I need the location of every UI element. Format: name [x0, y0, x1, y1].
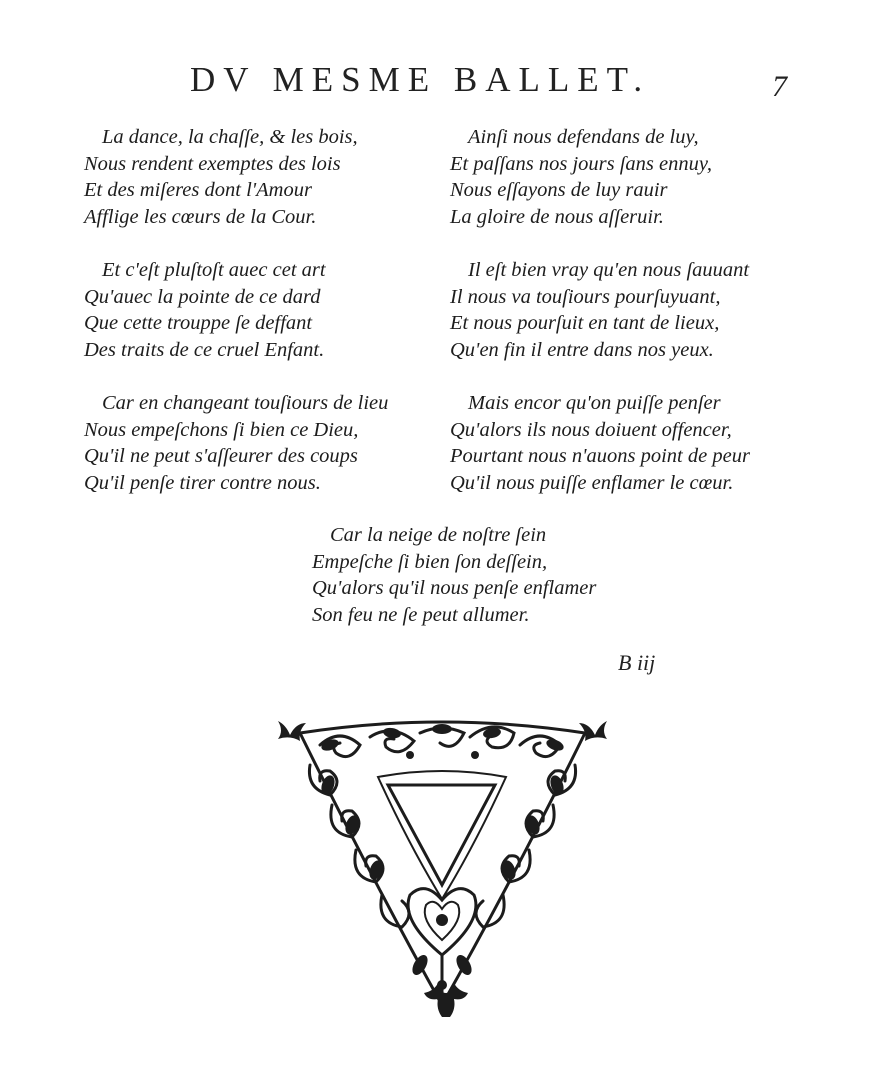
stanza-1: [84, 124, 454, 230]
verse-line: Que cette trouppe ſe deffant: [84, 312, 313, 334]
running-title: DV MESME BALLET.: [190, 60, 651, 99]
verse-line: Qu'il nous puiſſe enflamer le cœur.: [450, 471, 734, 494]
stanza-3: [84, 257, 454, 363]
signature-mark: B iij: [618, 650, 656, 675]
verse-line: Qu'il ne peut s'aſſeurer des coups: [84, 445, 358, 467]
verse-line: Nous eſſayons de luy rauir: [450, 179, 668, 201]
verse-line: La gloire de nous aſſeruir.: [450, 205, 664, 228]
verse-line: Nous empeſchons ſi bien ce Dieu,: [84, 418, 359, 441]
stanza-5: [84, 390, 454, 496]
verse-line: La dance, la chaſſe, & les bois,: [102, 126, 358, 148]
stanza-7: [312, 522, 652, 628]
fleuron-triangle-ornament-icon: [270, 715, 615, 1020]
verse-line: Ainſi nous defendans de luy,: [468, 126, 699, 148]
verse-line: Et des miſeres dont l'Amour: [84, 179, 312, 201]
verse-line: Qu'auec la pointe de ce dard: [84, 285, 321, 308]
verse-line: Et nous pourſuit en tant de lieux,: [450, 312, 720, 334]
verse-line: Car en changeant touſiours de lieu: [102, 392, 389, 414]
verse-line: Mais encor qu'on puiſſe penſer: [468, 392, 721, 414]
verse-line: Car la neige de noſtre ſein: [330, 524, 547, 546]
verse-line: Il nous va touſiours pourſuyuant,: [450, 285, 721, 308]
verse-line: Il eſt bien vray qu'en nous ſauuant: [468, 259, 750, 281]
verse-line: Qu'alors qu'il nous penſe enflamer: [312, 577, 597, 599]
verse-line: Empeſche ſi bien ſon deſſein,: [312, 550, 548, 573]
verse-line: Pourtant nous n'auons point de peur: [450, 445, 750, 467]
stanza-4: [450, 257, 820, 363]
page-number: 7: [772, 70, 787, 103]
verse-line: Nous rendent exemptes des lois: [84, 152, 341, 175]
verse-line: Qu'il penſe tirer contre nous.: [84, 471, 321, 494]
stanza-6: [450, 390, 820, 496]
verse-line: Son feu ne ſe peut allumer.: [312, 603, 530, 626]
verse-line: Qu'en fin il entre dans nos yeux.: [450, 338, 714, 361]
verse-line: Afflige les cœurs de la Cour.: [84, 205, 317, 228]
verse-line: Des traits de ce cruel Enfant.: [84, 338, 325, 361]
verse-line: Et c'eſt pluſtoſt auec cet art: [102, 259, 326, 281]
verse-line: Qu'alors ils nous doiuent offencer,: [450, 418, 732, 441]
stanza-2: [450, 124, 820, 230]
verse-line: Et paſſans nos jours ſans ennuy,: [450, 152, 712, 175]
